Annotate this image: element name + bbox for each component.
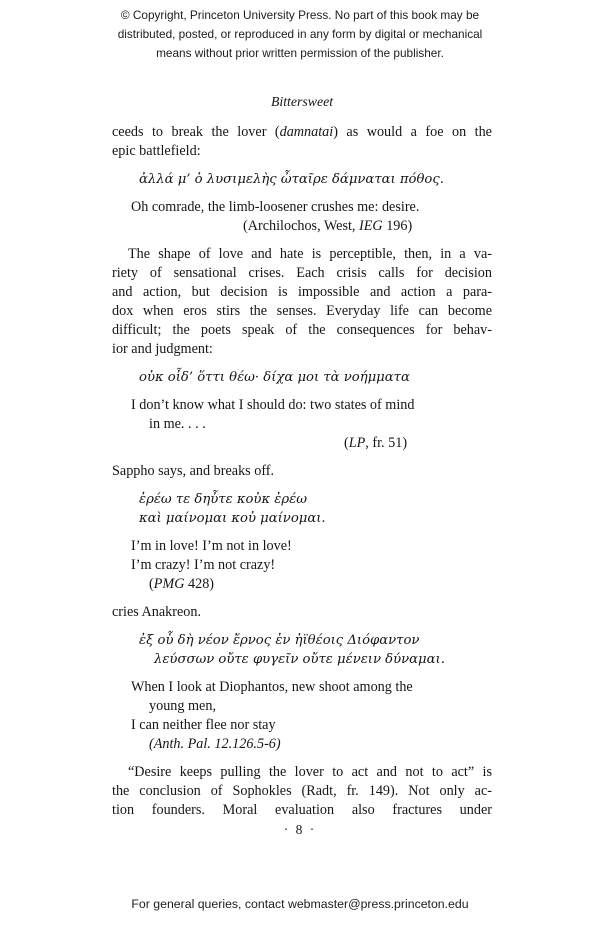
text-segment: (: [149, 576, 154, 592]
italic-term: PMG: [153, 576, 185, 592]
greek-line: καὶ μαίνομαι κοὐ μαίνομαι.: [139, 511, 326, 526]
paragraph-continued: [112, 123, 492, 161]
text-line: “Desire keeps pulling the lover to act and not to act” is: [128, 764, 492, 780]
copyright-line: distributed, posted, or reproduced in any form by digital or mechanical: [117, 27, 483, 41]
text-segment: ) as would a foe on the: [333, 124, 492, 140]
translation-archilochos: [112, 198, 492, 236]
footer-contact-line: For general queries, contact webmaster@press.princeton.edu: [131, 897, 469, 911]
translation-anthologia: [112, 678, 492, 754]
greek-line: ἐρέω τε δηὖτε κοὐκ ἐρέω: [139, 492, 307, 507]
translation-line: I’m in love! I’m not in love!: [131, 538, 292, 554]
text-line: riety of sensational crises. Each crisis calls for decision: [112, 265, 492, 281]
translation-line: I can neither flee nor stay: [131, 717, 276, 733]
italic-term: LP: [348, 435, 366, 451]
text-line: and action, but decision is impossible and action a para-: [112, 284, 492, 300]
greek-line: ἀλλά μ’ ὁ λυσιμελὴς ὦταῖρε δάμναται πόθος.: [139, 172, 444, 187]
speaker-line-anakreon: [112, 603, 492, 622]
page-content: [112, 92, 492, 828]
paragraph-desire-conclusion: [112, 763, 492, 820]
greek-line: οὐκ οἶδ’ ὅττι θέω· δίχα μοι τὰ νοήμματα: [139, 370, 410, 385]
translation-line: I’m crazy! I’m not crazy!: [131, 557, 276, 573]
page-number: · 8 ·: [283, 822, 317, 837]
translation-line: When I look at Diophantos, new shoot among the: [131, 679, 413, 695]
translation-line: I don’t know what I should do: two states of mind: [131, 397, 415, 413]
text-line: [112, 123, 492, 142]
greek-quote-anthologia: [112, 631, 492, 669]
translation-anakreon: [112, 537, 492, 594]
translation-line: young men,: [149, 698, 216, 714]
text-line: the conclusion of Sophokles (Radt, fr. 149). Not only ac-: [112, 783, 492, 799]
italic-term: damnatai: [279, 124, 334, 140]
text-segment: ceeds to break the lover (: [112, 124, 280, 140]
greek-quote-anakreon: [112, 490, 492, 528]
running-head: Bittersweet: [270, 94, 334, 109]
source-attribution: [131, 217, 492, 236]
translation-line: in me. . . .: [149, 416, 206, 432]
text-line: tion founders. Moral evaluation also fractures under: [112, 802, 492, 818]
copyright-notice: [0, 8, 600, 65]
source-attribution: [131, 434, 492, 453]
paragraph-shape-of-love: [112, 245, 492, 359]
text-line: dox when eros stirs the senses. Everyday life can become: [112, 303, 492, 319]
text-line: epic battlefield:: [112, 143, 201, 159]
text-line: The shape of love and hate is perceptible, then, in a va-: [128, 246, 492, 262]
copyright-line: © Copyright, Princeton University Press. No part of this book may be: [120, 8, 480, 22]
text-segment: (: [344, 435, 349, 451]
italic-term: IEG: [359, 218, 383, 234]
speaker-line-sappho: [112, 462, 492, 481]
greek-quote-sappho: [112, 368, 492, 387]
translation-sappho: [112, 396, 492, 453]
text-line: Sappho says, and breaks off.: [112, 463, 275, 479]
translation-line: Oh comrade, the limb-loosener crushes me: desire.: [131, 199, 420, 215]
text-line: difficult; the poets speak of the consequences for behav-: [112, 322, 492, 338]
text-segment: 196): [382, 218, 413, 234]
text-segment: (Archilochos, West,: [243, 218, 360, 234]
copyright-line: means without prior written permission of the publisher.: [156, 46, 444, 60]
greek-line: λεύσσων οὔτε φυγεῖν οὔτε μένειν δύναμαι.: [154, 652, 445, 667]
source-attribution: [131, 575, 492, 594]
text-line: cries Anakreon.: [112, 604, 202, 620]
text-line: ior and judgment:: [112, 341, 213, 357]
greek-quote-archilochos: [112, 170, 492, 189]
text-segment: 428): [184, 576, 215, 592]
greek-line: ἐξ οὗ δὴ νέον ἔρνος ἐν ἠϊθέοις Διόφαντον: [139, 633, 420, 648]
text-segment: , fr. 51): [365, 435, 408, 451]
source-attribution: (Anth. Pal. 12.126.5-6): [149, 736, 281, 752]
